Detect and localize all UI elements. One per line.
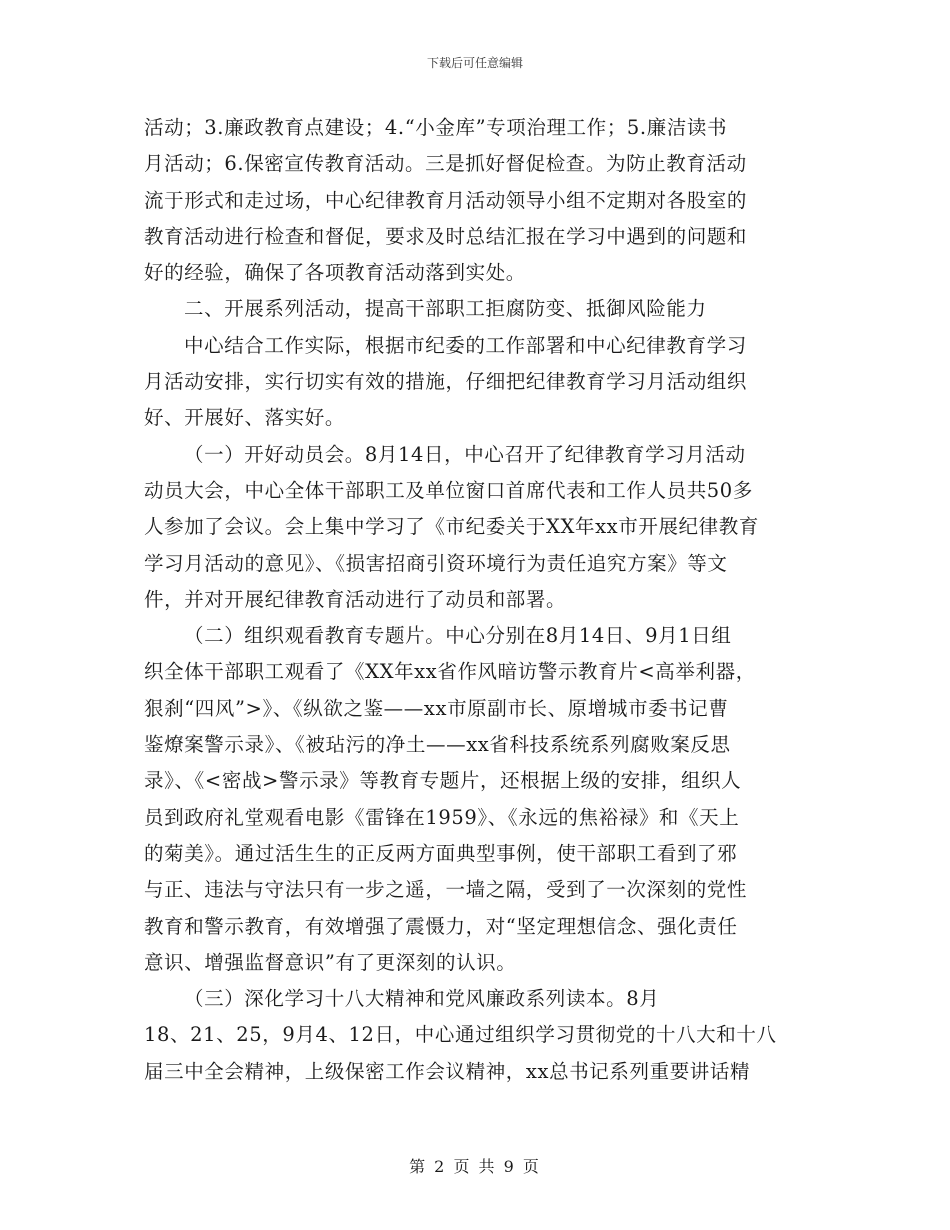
text-line: 届三中全会精神，上级保密工作会议精神，xx总书记系列重要讲话精: [144, 1059, 751, 1083]
text-line: 月活动；6.保密宣传教育活动。三是抓好督促检查。为防止教育活动: [144, 152, 747, 176]
paragraph-start: 中心结合工作实际，根据市纪委的工作部署和中心纪律教育学习: [184, 333, 747, 357]
text-line: 员到政府礼堂观看电影《雷锋在1959》、《永远的焦裕禄》和《天上: [144, 805, 740, 829]
section-heading: 二、开展系列活动，提高干部职工拒腐防变、抵御风险能力: [184, 297, 707, 321]
text-line: 件，并对开展纪律教育活动进行了动员和部署。: [144, 587, 567, 611]
text-line: 动员大会，中心全体干部职工及单位窗口首席代表和工作人员共50多: [144, 478, 753, 502]
text-line: 教育活动进行检查和督促，要求及时总结汇报在学习中遇到的问题和: [144, 224, 748, 248]
text-line: 狠刹“四风”>》、《纵欲之鉴——xx市原副市长、原增城市委书记曹: [144, 696, 729, 720]
text-line: 的菊美》。通过活生生的正反两方面典型事例，使干部职工看到了邪: [144, 841, 738, 865]
text-line: 织全体干部职工观看了《XX年xx省作风暗访警示教育片<高举利器，: [144, 660, 756, 684]
page-footer: 第 2 页 共 9 页: [409, 1157, 541, 1176]
page-header: 下载后可任意编辑: [426, 56, 523, 70]
text-line: 月活动安排，实行切实有效的措施，仔细把纪律教育学习月活动组织: [144, 370, 748, 394]
paragraph-start: （一）开好动员会。8月14日，中心召开了纪律教育学习月活动: [184, 442, 746, 466]
document-body: [144, 110, 809, 1090]
text-line: 活动；3.廉政教育点建设；4.“小金库”专项治理工作；5.廉洁读书: [144, 116, 728, 139]
text-line: 18、21、25，9月4、12日，中心通过组织学习贯彻党的十八大和十八: [144, 1023, 777, 1047]
paragraph-start: （三）深化学习十八大精神和党风廉政系列读本。8月: [184, 987, 660, 1011]
text-line: 意识、增强监督意识”有了更深刻的认识。: [144, 950, 517, 974]
paragraph-start: （二）组织观看教育专题片。中心分别在8月14日、9月1日组: [184, 624, 732, 648]
text-line: 学习月活动的意见》、《损害招商引资环境行为责任追究方案》等文: [144, 551, 728, 575]
text-line: 流于形式和走过场，中心纪律教育月活动领导小组不定期对各股室的: [144, 188, 748, 212]
text-line: 录》、《<密战>警示录》等教育专题片，还根据上级的安排，组织人: [144, 769, 742, 793]
text-line: 好的经验，确保了各项教育活动落到实处。: [144, 261, 526, 285]
text-line: 教育和警示教育，有效增强了震慑力，对“坚定理想信念、强化责任: [144, 914, 738, 938]
text-line: 鉴燎案警示录》、《被玷污的净土——xx省科技系统系列腐败案反思: [144, 733, 731, 757]
text-line: 人参加了会议。会上集中学习了《市纪委关于XX年xx市开展纪律教育: [144, 515, 759, 539]
text-line: 好、开展好、落实好。: [144, 406, 346, 430]
text-line: 与正、违法与守法只有一步之遥，一墙之隔，受到了一次深刻的党性: [144, 878, 748, 902]
